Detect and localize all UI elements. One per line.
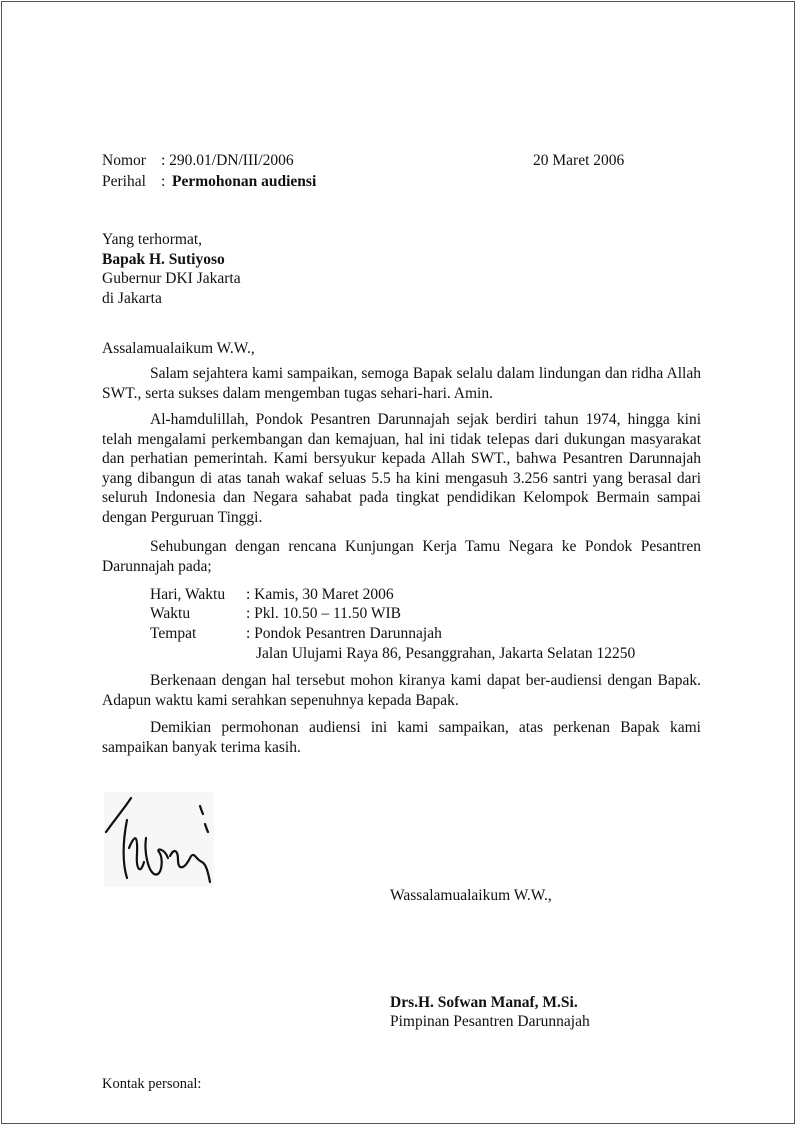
contact-label: Kontak personal: [102,1076,202,1092]
signer-name: Drs.H. Sofwan Manaf, M.Si. [390,994,578,1011]
recipient-location: di Jakarta [102,290,162,307]
detail-hari-label: Hari, Waktu [150,586,226,603]
detail-tempat-label: Tempat [150,625,197,642]
paragraph-3: Sehubungan dengan rencana Kunjungan Kerja Tamu Negara ke Pondok Pesantren Darunnajah pada; [102,538,701,575]
nomor-label: Nomor [102,152,146,169]
detail-hari-value: : Kamis, 30 Maret 2006 [246,586,394,603]
perihal-label: Perihal [102,173,146,190]
closing-farewell: Wassalamualaikum W.W., [390,887,552,904]
paragraph-1: Salam sejahtera kami sampaikan, semoga Bapak selalu dalam lindungan dan ridha Allah SWT., serta sukses dalam mengemban tugas sehari-hari. Amin. [102,365,701,402]
detail-waktu-label: Waktu [150,605,191,622]
recipient-salutation: Yang terhormat, [102,231,203,248]
handwritten-signature [104,792,214,887]
paragraph-2: Al-hamdulillah, Pondok Pesantren Darunnajah sejak berdiri tahun 1974, hingga kini telah mengalami perkembangan dan kemajuan, hal ini tidak telepas dari dukungan masyarakat dan perhatian pemerintah. Kami bersyukur kepada Allah SWT., bahwa Pesantren Darunnajah yang dibangun di atas tanah wakaf seluas 5.5 ha kini mengasuh 3.256 santri yang berasal dari seluruh Indonesia dan Negara sahabat pada tingkat pendidikan Kelompok Bermain sampai dengan Perguruan Tinggi. [102,411,701,526]
paragraph-4: Berkenaan dengan hal tersebut mohon kiranya kami dapat ber-audiensi dengan Bapak. Adapun waktu kami serahkan sepenuhnya kepada Bapak. [102,672,701,709]
detail-waktu-value: : Pkl. 10.50 – 11.50 WIB [246,605,402,622]
recipient-title: Gubernur DKI Jakarta [102,270,241,287]
nomor-value: : 290.01/DN/III/2006 [161,152,294,169]
detail-tempat-value: : Pondok Pesantren Darunnajah [246,625,442,642]
paragraph-5: Demikian permohonan audiensi ini kami sampaikan, atas perkenan Bapak kami sampaikan banyak terima kasih. [102,719,701,756]
perihal-value: Permohonan audiensi [172,173,317,190]
signer-title: Pimpinan Pesantren Darunnajah [390,1013,590,1030]
opening-greeting: Assalamualaikum W.W., [102,340,255,357]
detail-tempat-address: Jalan Ulujami Raya 86, Pesanggrahan, Jakarta Selatan 12250 [256,645,636,662]
perihal-colon: : [161,173,166,190]
letter-date: 20 Maret 2006 [533,152,625,169]
recipient-name: Bapak H. Sutiyoso [102,251,225,268]
